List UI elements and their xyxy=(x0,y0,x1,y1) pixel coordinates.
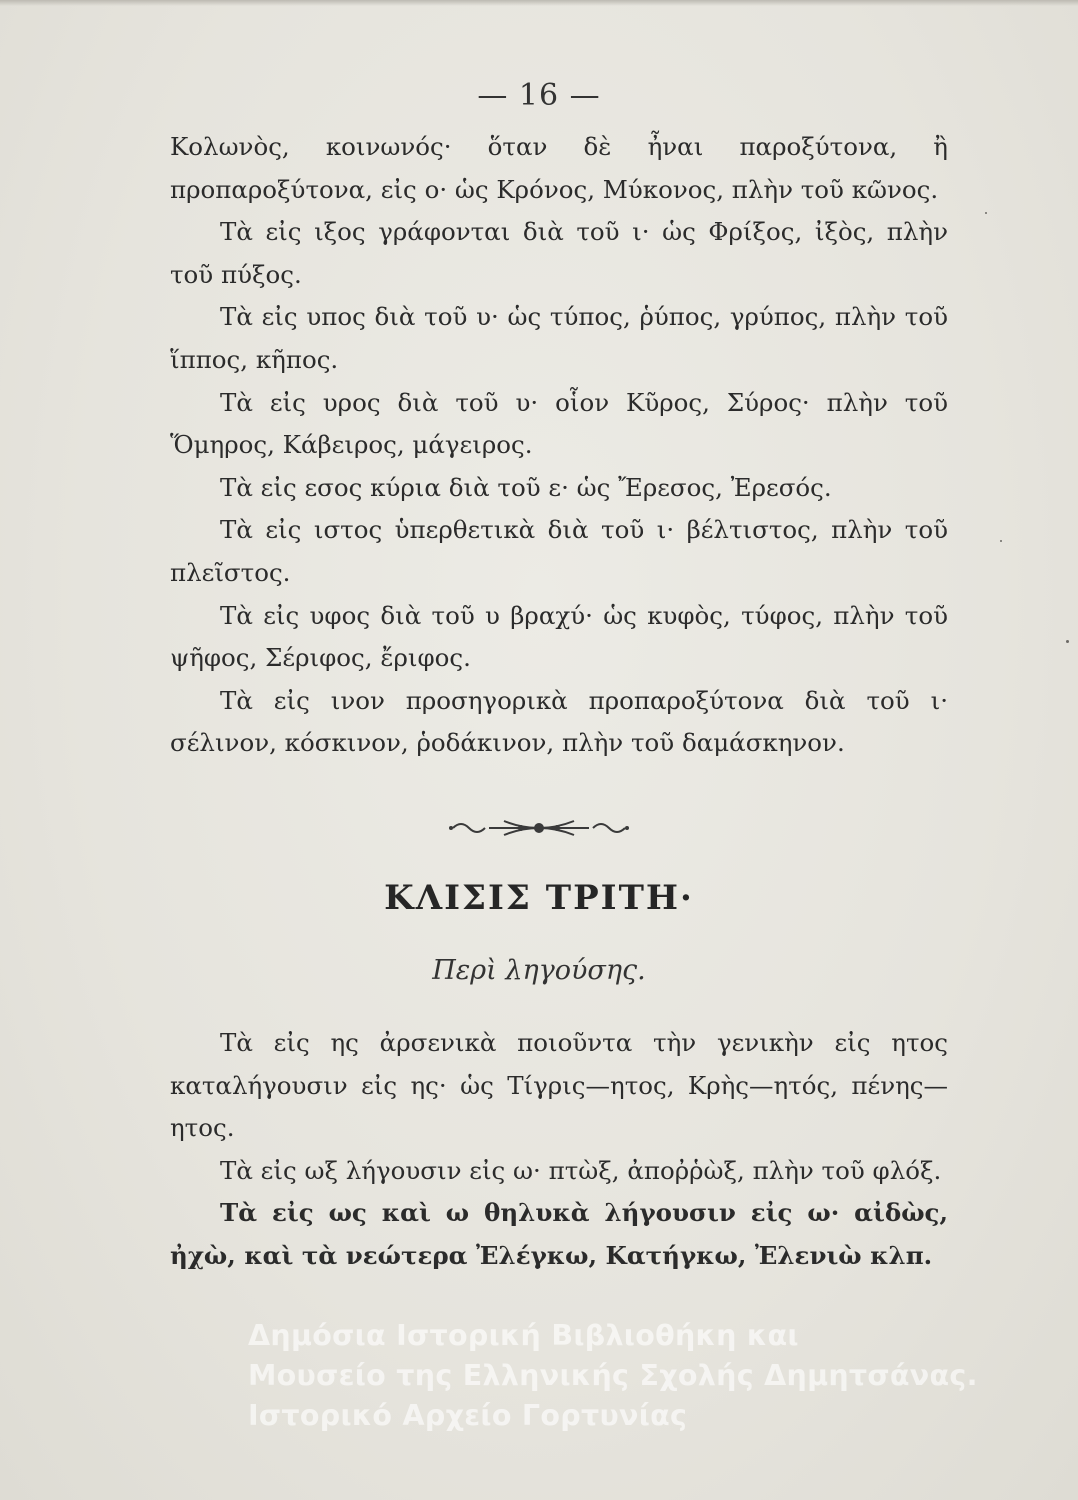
paper-speck xyxy=(985,212,987,214)
page-top-edge xyxy=(0,0,1078,6)
paragraph: Τὰ εἰς υπος διὰ τοῦ υ· ὡς τύπος, ῥύπος, γρύπος, πλὴν τοῦ ἵππος, κῆπος. xyxy=(170,302,948,374)
section-one-text xyxy=(170,126,948,765)
paragraph: Τὰ εἰς ωξ λήγουσιν εἰς ω· πτὼξ, ἀποῤῥὼξ, πλὴν τοῦ φλόξ. xyxy=(220,1155,942,1185)
library-watermark xyxy=(248,1316,978,1436)
watermark-line: Δημόσια Ιστορική Βιβλιοθήκη και xyxy=(248,1319,799,1352)
paragraph: Τὰ εἰς εσος κύρια διὰ τοῦ ε· ὡς Ἔρεσος, Ἐρεσός. xyxy=(220,472,832,502)
ornament-divider xyxy=(0,815,1078,841)
page-number: — 16 — xyxy=(477,78,601,113)
paragraph: Τὰ εἰς υφος διὰ τοῦ υ βραχύ· ὡς κυφὸς, τύφος, πλὴν τοῦ ψῆφος, Σέριφος, ἔριφος. xyxy=(170,600,948,673)
ornament-icon xyxy=(449,815,629,841)
paragraph: Τὰ εἰς ινον προσηγορικὰ προπαροξύτονα διὰ τοῦ ι· σέλινον, κόσκινον, ῥοδάκινον, πλὴν τοῦ δαμάσκηνον. xyxy=(170,685,948,758)
section-two-text xyxy=(170,1022,948,1278)
watermark-line: Μουσείο της Ελληνικής Σχολής Δημητσάνας. xyxy=(248,1359,978,1392)
paragraph: Τὰ εἰς ιξος γράφονται διὰ τοῦ ι· ὡς Φρίξος, ἰξὸς, πλὴν τοῦ πύξος. xyxy=(170,217,948,289)
watermark-line: Ιστορικό Αρχείο Γορτυνίας xyxy=(248,1399,688,1432)
section-title: ΚΛΙΣΙΣ ΤΡΙΤΗ· xyxy=(384,878,694,918)
paper-speck xyxy=(1066,640,1069,643)
paragraph: Τὰ εἰς ιστος ὑπερθετικὰ διὰ τοῦ ι· βέλτιστος, πλὴν τοῦ πλεῖστος. xyxy=(170,515,948,587)
paragraph: Τὰ εἰς υρος διὰ τοῦ υ· οἷον Κῦρος, Σύρος· πλὴν τοῦ Ὅμηρος, Κάβειρος, μάγειρος. xyxy=(170,387,948,460)
paragraph: Τὰ εἰς ης ἀρσενικὰ ποιοῦντα τὴν γενικὴν εἰς ητος καταλήγουσιν εἰς ης· ὡς Τίγρις—ητος, Κρὴς—ητός, πένης—ητος. xyxy=(170,1028,948,1143)
paragraph: Κολωνὸς, κοινωνός· ὅταν δὲ ἦναι παροξύτονα, ἢ προπαροξύτονα, εἰς ο· ὡς Κρόνος, Μύκονος, πλὴν τοῦ κῶνος. xyxy=(170,132,948,204)
paper-speck xyxy=(1000,540,1002,542)
section-subtitle: Περὶ ληγούσης. xyxy=(432,955,646,986)
paragraph: Τὰ εἰς ως καὶ ω θηλυκὰ λήγουσιν εἰς ω· αἰδὼς, ἠχὼ, καὶ τὰ νεώτερα Ἐλέγκω, Κατήγκω, Ἐλενιὼ κλπ. xyxy=(170,1198,948,1270)
